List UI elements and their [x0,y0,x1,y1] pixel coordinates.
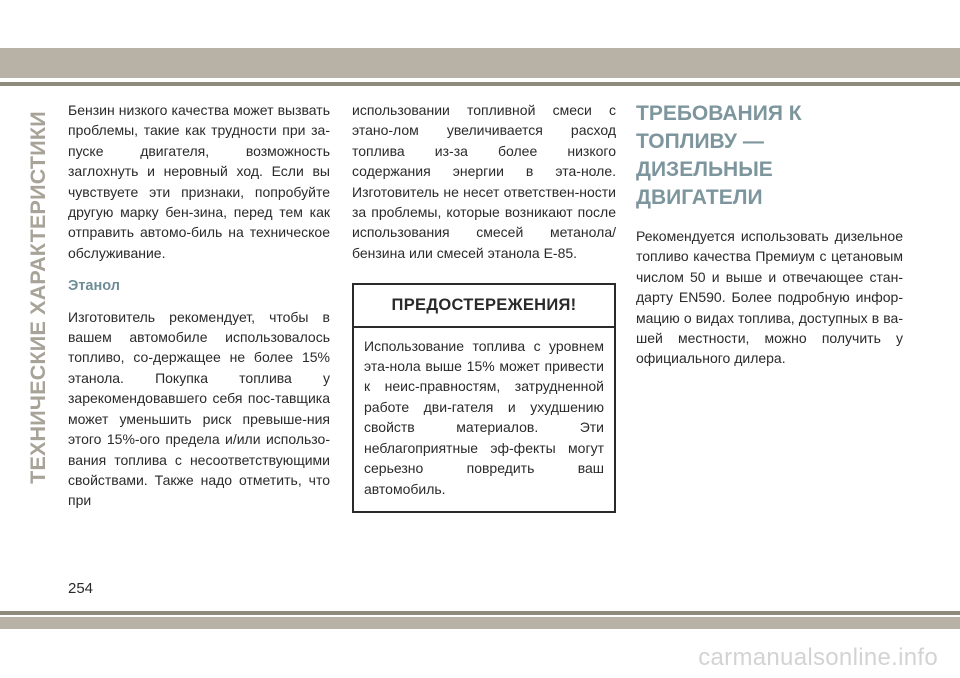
ethanol-subheading: Этанол [68,278,120,295]
column-1-paragraph-2: Изготовитель рекомендует, чтобы в вашем автомобиле использовалось топливо, со-держащее не более 15% этанола. Покупка топлива у зарекомендовавшего себя пос-тавщика может уменьшить риск превыше-ния этого 15%-ого предела и/или использо-вания топлива с несоответствующими свойствами. Также надо отметить, что при [68,308,330,509]
column-1 [68,100,330,511]
section-title: ТРЕБОВАНИЯ К ТОПЛИВУ — ДИЗЕЛЬНЫЕ ДВИГАТЕЛИ [636,102,802,209]
header-band [0,48,960,78]
column-3-paragraph-1: Рекомендуется использовать дизельное топливо качества Премиум с цетановым числом 50 и выше и отвечающее стан-дарту EN590. Более подробную инфор-мацию о видах топлива, доступных в ва-шей местности, можно получить у официального дилера. [636,228,903,367]
header-rule [0,82,960,86]
column-2-paragraph-1: использовании топливной смеси с этано-лом увеличивается расход топлива из-за более низкого содержания энергии в эта-ноле. Изготовитель не несет ответствен-ности за проблемы, которые возникают после использования смесей метанола/бензина или смесей этанола E-85. [352,102,616,261]
side-section-title [20,100,56,495]
column-3 [636,100,903,369]
footer-rule [0,611,960,615]
page-number: 254 [68,580,94,597]
column-2 [352,100,616,513]
watermark: carmanualsonline.info [698,644,938,671]
warning-text: Использование топлива с уровнем эта-нола выше 15% может привести к неис-правностям, затрудненной работе дви-гателя и ухудшению свойств материалов. Эти неблагоприятные эф-фекты могут серьезно повредить ваш автомобиль. [364,337,604,497]
footer-band [0,617,960,629]
warning-box [352,283,616,513]
warning-title: ПРЕДОСТЕРЕЖЕНИЯ! [391,296,577,315]
column-1-paragraph-1: Бензин низкого качества может вызвать проблемы, такие как трудности при за-пуске двигателя, возможность заглохнуть и неровный ход. Если вы чувствуете эти признаки, попробуйте другую марку бен-зина, перед тем как отправить автомо-биль на техническое обслуживание. [68,102,330,261]
side-section-title-text: ТЕХНИЧЕСКИЕ ХАРАКТЕРИСТИКИ [25,111,50,484]
warning-divider [354,326,614,328]
